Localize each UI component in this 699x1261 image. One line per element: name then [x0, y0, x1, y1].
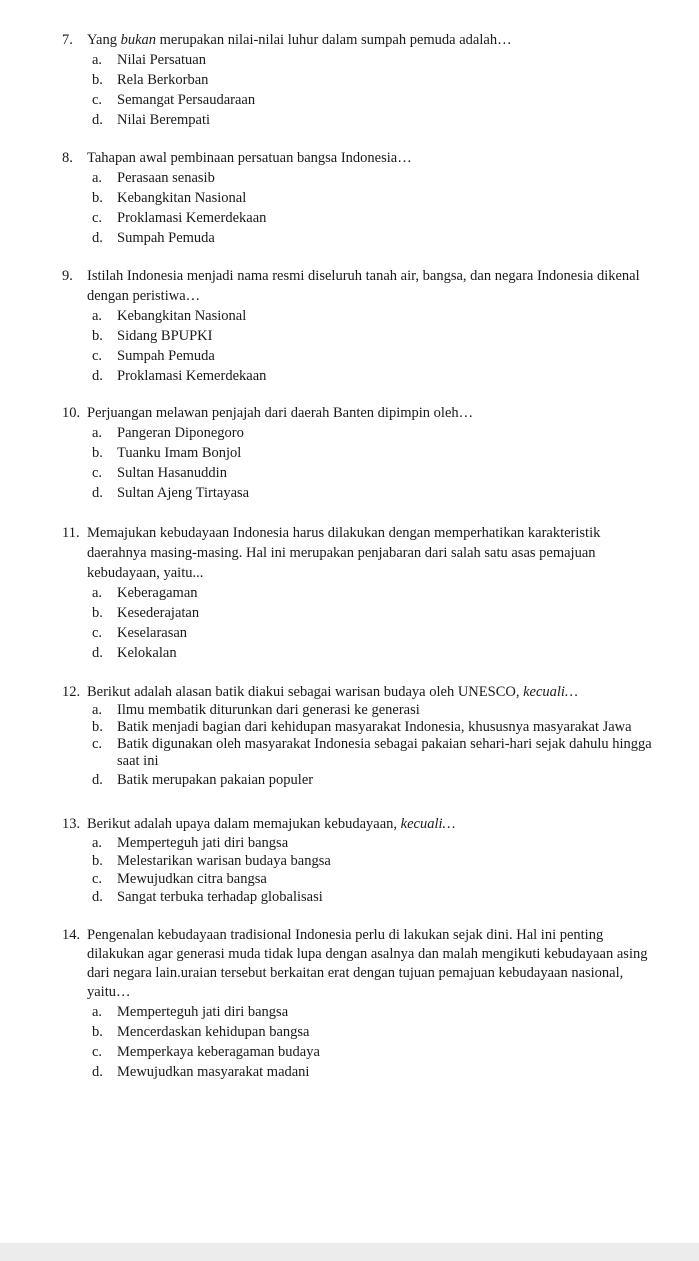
option-c: c. Memperkaya keberagaman budaya [92, 1044, 320, 1060]
question-stem: Berikut adalah alasan batik diakui sebagai warisan budaya oleh UNESCO, kecuali… [87, 684, 578, 700]
option-c: c. Proklamasi Kemerdekaan [92, 210, 267, 226]
option-c: c. Sultan Hasanuddin [92, 465, 227, 481]
option-b: b. Rela Berkorban [92, 72, 209, 88]
option-a: a. Nilai Persatuan [92, 52, 206, 68]
option-b: b. Kebangkitan Nasional [92, 190, 247, 206]
question-stem-cont: kebudayaan, yaitu... [87, 565, 204, 581]
question-number: 7. [62, 32, 73, 48]
question-stem: Memajukan kebudayaan Indonesia harus dilakukan dengan memperhatikan karakteristik [87, 525, 601, 541]
option-d: d. Sumpah Pemuda [92, 230, 215, 246]
option-c: c. Batik digunakan oleh masyarakat Indonesia sebagai pakaian sehari-hari sejak dahulu hingga [92, 736, 652, 752]
question-10 [0, 403, 699, 503]
option-a: a. Pangeran Diponegoro [92, 425, 244, 441]
option-d: d. Sangat terbuka terhadap globalisasi [92, 889, 323, 905]
option-d: d. Proklamasi Kemerdekaan [92, 368, 267, 384]
option-b: b. Sidang BPUPKI [92, 328, 213, 344]
question-number: 14. [62, 927, 81, 943]
option-b: b. Melestarikan warisan budaya bangsa [92, 853, 331, 869]
option-a: a. Keberagaman [92, 585, 198, 601]
question-number: 11. [62, 525, 80, 541]
question-stem: Perjuangan melawan penjajah dari daerah Banten dipimpin oleh… [87, 405, 474, 421]
option-d: d. Kelokalan [92, 645, 177, 661]
option-a: a. Memperteguh jati diri bangsa [92, 835, 289, 851]
question-stem: Istilah Indonesia menjadi nama resmi diseluruh tanah air, bangsa, dan negara Indonesia dikenal [87, 268, 640, 284]
option-a: a. Ilmu membatik diturunkan dari generasi ke generasi [92, 702, 420, 718]
question-12 [0, 682, 699, 790]
question-stem-cont: daerahnya masing-masing. Hal ini merupakan penjabaran dari salah satu asas pemajuan [87, 545, 596, 561]
question-stem: Berikut adalah upaya dalam memajukan kebudayaan, kecuali… [87, 816, 456, 832]
question-stem-cont: dilakukan agar generasi muda tidak lupa dengan asalnya dan malah mengikuti kebudayaan asing [87, 946, 648, 962]
question-14 [0, 926, 699, 1082]
option-c: c. Mewujudkan citra bangsa [92, 871, 267, 887]
question-stem-cont: yaitu… [87, 984, 131, 1000]
option-c-cont: saat ini [117, 753, 159, 769]
option-b: b. Mencerdaskan kehidupan bangsa [92, 1024, 310, 1040]
question-8 [0, 148, 699, 248]
question-stem: Yang bukan merupakan nilai-nilai luhur dalam sumpah pemuda adalah… [87, 32, 512, 48]
page-bottom-edge [0, 1243, 699, 1261]
question-7 [0, 30, 699, 130]
question-number: 12. [62, 684, 81, 700]
question-stem: Pengenalan kebudayaan tradisional Indonesia perlu di lakukan sejak dini. Hal ini penting [87, 927, 604, 943]
option-d: d. Batik merupakan pakaian populer [92, 772, 314, 788]
option-a: a. Memperteguh jati diri bangsa [92, 1004, 289, 1020]
question-number: 8. [62, 150, 73, 166]
option-c: c. Semangat Persaudaraan [92, 92, 256, 108]
option-d: d. Mewujudkan masyarakat madani [92, 1064, 310, 1080]
question-9 [0, 266, 699, 386]
option-b: b. Kesederajatan [92, 605, 200, 621]
question-11 [0, 523, 699, 663]
question-stem-cont: dari negara lain.uraian tersebut berkaitan erat dengan tujuan pemajuan kebudayaan nasional, [87, 965, 624, 981]
question-number: 13. [62, 816, 81, 832]
option-d: d. Nilai Berempati [92, 112, 211, 128]
option-c: c. Keselarasan [92, 625, 188, 641]
question-number: 9. [62, 268, 73, 284]
question-number: 10. [62, 405, 81, 421]
question-13 [0, 814, 699, 906]
question-stem-cont: dengan peristiwa… [87, 288, 201, 304]
question-stem: Tahapan awal pembinaan persatuan bangsa Indonesia… [87, 150, 412, 166]
option-b: b. Batik menjadi bagian dari kehidupan masyarakat Indonesia, khususnya masyarakat Jawa [92, 719, 632, 735]
option-d: d. Sultan Ajeng Tirtayasa [92, 485, 250, 501]
option-c: c. Sumpah Pemuda [92, 348, 215, 364]
option-b: b. Tuanku Imam Bonjol [92, 445, 242, 461]
option-a: a. Perasaan senasib [92, 170, 215, 186]
option-a: a. Kebangkitan Nasional [92, 308, 247, 324]
